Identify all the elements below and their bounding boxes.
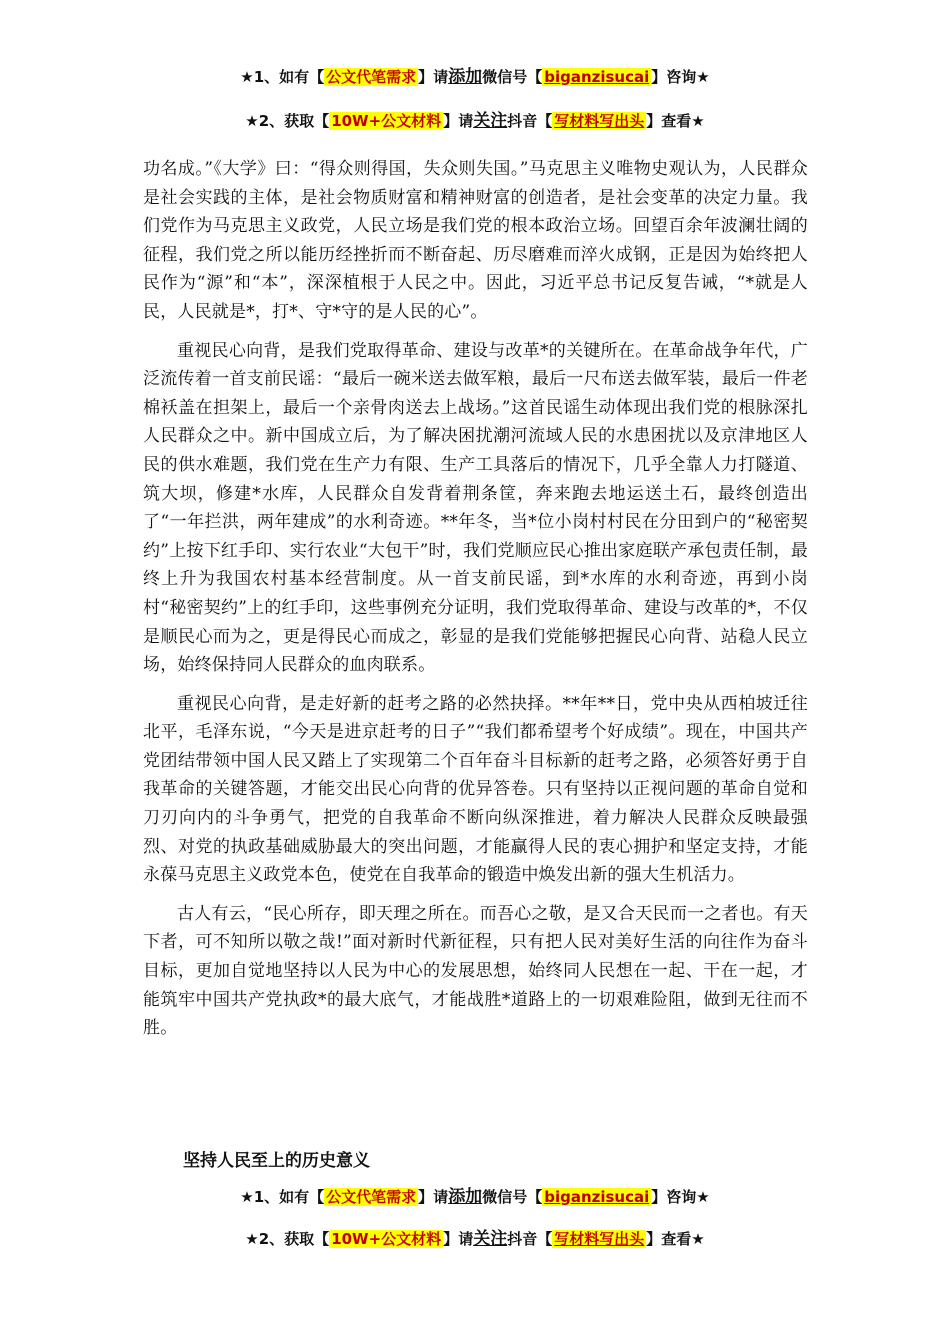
- banner-suffix: 】咨询★: [651, 68, 710, 86]
- banner-emphasis: 关注: [473, 1229, 508, 1249]
- banner-suffix: 】咨询★: [651, 1188, 710, 1206]
- banner-text: 抖音【: [507, 1230, 553, 1248]
- banner-highlight: 公文代笔需求: [326, 68, 417, 86]
- banner-highlight: 公文代笔需求: [326, 1188, 417, 1206]
- bottom-banner-line-1: [0, 1186, 950, 1208]
- banner-text: 抖音【: [507, 112, 553, 130]
- wechat-id-link[interactable]: biganzisucai: [544, 1188, 650, 1206]
- bottom-banner-line-2: [0, 1228, 950, 1250]
- banner-text: 】请: [418, 1188, 449, 1206]
- banner-emphasis: 添加: [448, 67, 483, 87]
- paragraph-3: 重视民心向背，是走好新的赶考之路的必然抉择。**年**日，党中央从西柏坡迁往北平，毛泽东说，“今天是进京赶考的日子”“我们都希望考个好成绩”。现在，中国共产党团结带领中国人民又踏上了实现第二个百年奋斗目标新的赶考之路，必须答好勇于自我革命的关键答题，才能交出民心向背的优异答卷。只有坚持以正视问题的革命自觉和刀刃向内的斗争勇气，把党的自我革命不断向纵深推进，着力解决人民群众反映最强烈、对党的执政基础威胁最大的突出问题，才能赢得人民的衷心拥护和坚定支持，才能永葆马克思主义政党本色，使党在自我革命的锻造中焕发出新的强大生机活力。: [143, 693, 808, 886]
- banner-emphasis: 添加: [448, 1187, 483, 1207]
- banner-emphasis: 关注: [473, 111, 508, 131]
- banner-suffix: 】查看★: [646, 1230, 705, 1248]
- banner-prefix: ★2、获取【: [245, 112, 330, 130]
- banner-text: 】请: [443, 1230, 474, 1248]
- top-banner-line-1: [0, 66, 950, 88]
- paragraph-4: 古人有云，“民心所存，即天理之所在。而吾心之敬，是又合天民而一之者也。有天下者，可不知所以敬之哉!”面对新时代新征程，只有把人民对美好生活的向往作为奋斗目标，更加自觉地坚持以人民为中心的发展思想，始终同人民想在一起、干在一起，才能筑牢中国共产党执政*的最大底气，才能战胜*道路上的一切艰难险阻，做到无往而不胜。: [143, 903, 808, 1039]
- section-heading: 坚持人民至上的历史意义: [183, 1151, 370, 1171]
- banner-prefix: ★1、如有【: [240, 1188, 325, 1206]
- top-banner-line-2: [0, 110, 950, 132]
- banner-highlight: 10W+公文材料: [331, 1230, 442, 1248]
- banner-text: 微信号【: [482, 1188, 543, 1206]
- douyin-id-link[interactable]: 写材料写出头: [554, 112, 645, 130]
- banner-suffix: 】查看★: [646, 112, 705, 130]
- douyin-id-link[interactable]: 写材料写出头: [554, 1230, 645, 1248]
- banner-prefix: ★1、如有【: [240, 68, 325, 86]
- banner-highlight: 10W+公文材料: [331, 112, 442, 130]
- article-body: [143, 155, 808, 1053]
- banner-text: 】请: [418, 68, 449, 86]
- paragraph-2: 重视民心向背，是我们党取得革命、建设与改革*的关键所在。在革命战争年代，广泛流传着一首支前民谣：“最后一碗米送去做军粮，最后一尺布送去做军装，最后一件老棉袄盖在担架上，最后一个亲骨肉送去上战场。”这首民谣生动体现出我们党的根脉深扎人民群众之中。新中国成立后，为了解决困扰潮河流域人民的水患困扰以及京津地区人民的供水难题，我们党在生产力有限、生产工具落后的情况下，几乎全靠人力打隧道、筑大坝，修建*水库，人民群众自发背着荆条筐，奔来跑去地运送土石，最终创造出了“一年拦洪，两年建成”的水利奇迹。**年冬，当*位小岗村村民在分田到户的“秘密契约”上按下红手印、实行农业“大包干”时，我们党顺应民心推出家庭联产承包责任制，最终上升为我国农村基本经营制度。从一首支前民谣，到*水库的水利奇迹，再到小岗村“秘密契约”上的红手印，这些事例充分证明，我们党取得革命、建设与改革的*，不仅是顺民心而为之，更是得民心而成之，彰显的是我们党能够把握民心向背、站稳人民立场，始终保持同人民群众的血肉联系。: [143, 340, 808, 676]
- banner-prefix: ★2、获取【: [245, 1230, 330, 1248]
- wechat-id-link[interactable]: biganzisucai: [544, 68, 650, 86]
- banner-text: 】请: [443, 112, 474, 130]
- paragraph-1: 功名成。”《大学》曰：“得众则得国，失众则失国。”马克思主义唯物史观认为，人民群众是社会实践的主体，是社会物质财富和精神财富的创造者，是社会变革的决定力量。我们党作为马克思主义政党，人民立场是我们党的根本政治立场。回望百余年波澜壮阔的征程，我们党之所以能历经挫折而不断奋起、历尽磨难而淬火成钢，正是因为始终把人民作为“源”和“本”，深深植根于人民之中。因此，习近平总书记反复告诫，“*就是人民，人民就是*，打*、守*守的是人民的心”。: [143, 159, 808, 322]
- banner-text: 微信号【: [482, 68, 543, 86]
